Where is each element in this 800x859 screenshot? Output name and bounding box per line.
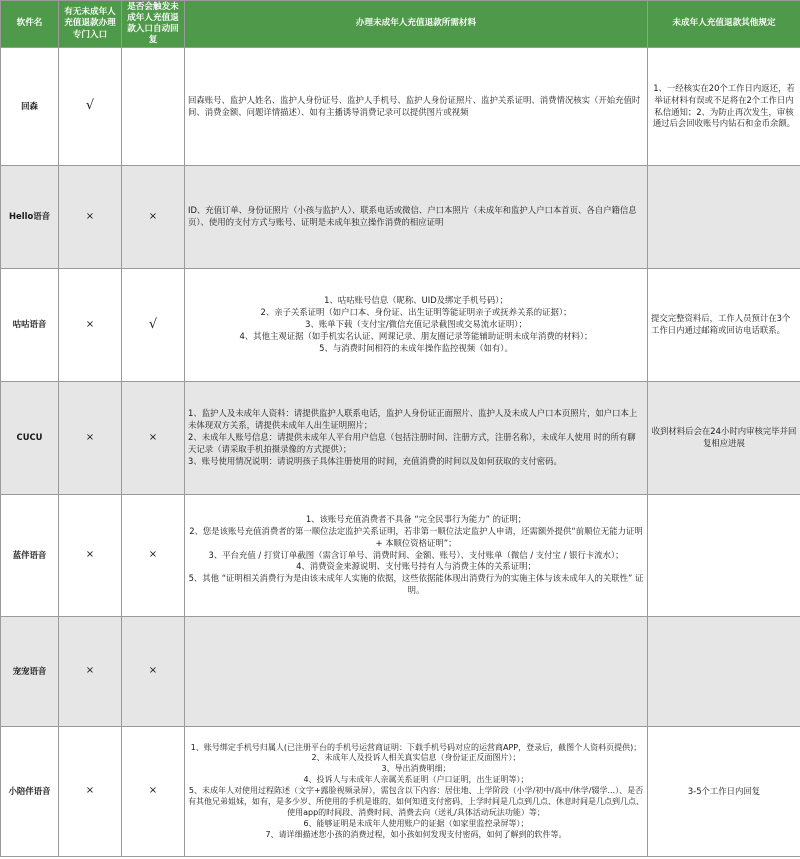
materials-line: 5、其他 “证明相关消费行为是由该未成年人实施的依据，这些依据能体现出消费行为的实施主体与该未成年人的关联性” 证明。 [188, 573, 644, 596]
other-rules-cell [648, 727, 800, 857]
app-name: 咕咕语音 [1, 269, 59, 382]
materials-cell [185, 166, 648, 269]
materials-line: 1、账号绑定手机号归属人(已注册平台的手机号运营商证明：下载手机号码对应的运营商APP，登录后，截图个人资料页提供)； [190, 742, 642, 752]
auto-reply-mark: × [122, 382, 185, 495]
table-row [1, 727, 800, 857]
materials-line: 7、请详细描述您小孩的消费过程，如小孩如何发现支付密码，如何了解到的软件等。 [265, 829, 567, 839]
materials-line: 4、消费资金来源说明、支付账号持有人与消费主体的关系证明； [296, 561, 536, 572]
app-name: CUCU [1, 382, 59, 495]
materials-line: 3、账单下载（支付宝/微信充值记录截图或交易流水证明）； [305, 319, 527, 330]
materials-cell [185, 48, 648, 166]
materials-line: 2、您是该账号充值消费者的第一顺位法定监护关系证明，若非第一顺位法定监护人申请，还需额外提供“前顺位无能力证明 + 本顺位资格证明”； [189, 525, 643, 548]
materials-line: 4、投诉人与未成年人亲属关系证明（户口证明，出生证明等）； [303, 775, 529, 785]
materials-cell [185, 617, 648, 727]
app-name: 回森 [1, 48, 59, 166]
materials-line: 3、导出消费明细； [381, 764, 451, 774]
other-rules-cell [648, 382, 800, 495]
materials-line: 1、监护人及未成年人资料：请提供监护人联系电话，监护人身份证正面照片、监护人及未成人户口本页照片，如户口本上未体现双方关系，请提供未成年人出生证明照片； [188, 408, 638, 431]
other-rules-line: 提交完整资料后，工作人员预计在3个工作日内通过邮箱或回访电话联系。 [651, 313, 791, 335]
header-dedicated-entry: 有无未成年人充值退款办理专门入口 [59, 1, 122, 48]
auto-reply-mark: × [122, 727, 185, 857]
app-name: 宠宠语音 [1, 617, 59, 727]
materials-line: ID、充值订单、身份证照片（小孩与监护人）、联系电话或微信、户口本照片（未成年和监护人户口本首页、各自户籍信息页）、使用的支付方式与账号、证明是未成年独立操作消费的相应证明 [188, 205, 637, 227]
materials-line: 2、未成年人账号信息：请提供未成年人平台用户信息（包括注册时间、注册方式，注册名称），未成年人使用 时的所有聊天记录（请采取手机拍摄录像的方式提供）； [188, 432, 636, 454]
materials-line: 回森账号、监护人姓名、监护人身份证号、监护人手机号、监护人身份证照片、监护关系证明、消费情况核实（开始充值时间、消费金额、问题详情描述）、如有主播诱导消费记录可以提供图片或视频 [188, 94, 641, 117]
dedicated-entry-mark: × [59, 617, 122, 727]
materials-line: 1、该账号充值消费者不具备 “完全民事行为能力” 的证明； [305, 513, 527, 524]
header-auto-reply: 是否会触发未成年人充值退款入口自动回复 [122, 1, 185, 48]
other-rules-cell [648, 48, 800, 166]
header-row [1, 1, 800, 48]
other-rules-line: 3-5个工作日内回复 [687, 785, 761, 796]
other-rules-line: 收到材料后会在24小时内审核完毕并回复相应进展 [651, 426, 797, 448]
table-row [1, 269, 800, 382]
other-rules-cell [648, 269, 800, 382]
dedicated-entry-mark: × [59, 269, 122, 382]
table-row [1, 617, 800, 727]
materials-cell [185, 269, 648, 382]
table-row [1, 166, 800, 269]
table-row [1, 48, 800, 166]
materials-line: 6、能够证明是未成年人使用账户的证据（如家里监控录屏等）； [303, 818, 529, 828]
materials-cell [185, 495, 648, 617]
materials-line: 1、咕咕账号信息（昵称、UID及绑定手机号码）； [324, 295, 508, 306]
dedicated-entry-mark: × [59, 382, 122, 495]
other-rules-cell [648, 166, 800, 269]
auto-reply-mark: × [122, 617, 185, 727]
auto-reply-mark: × [122, 495, 185, 617]
table-row [1, 495, 800, 617]
other-rules-cell [648, 617, 800, 727]
materials-line: 2、未成年人及投诉人相关真实信息（身份证正反面图片）； [311, 753, 521, 763]
auto-reply-mark: × [122, 166, 185, 269]
header-materials: 办理未成年人充值退款所需材料 [185, 1, 648, 48]
dedicated-entry-mark: × [59, 495, 122, 617]
other-rules-line: 1、一经核实在20个工作日内返还，若举证材料有误或不足将在2个工作日内私信通知；2、为防止再次发生，审核通过后会回收账号内钻石和金币余额。 [652, 82, 796, 129]
dedicated-entry-mark: × [59, 166, 122, 269]
materials-line: 5、与消费时间相符的未成年操作监控视频（如有）。 [319, 342, 513, 353]
app-name: 蓝伴语音 [1, 495, 59, 617]
app-name: 小陪伴语音 [1, 727, 59, 857]
dedicated-entry-mark: √ [59, 48, 122, 166]
other-rules-cell [648, 495, 800, 617]
app-name: Hello语音 [1, 166, 59, 269]
materials-line: 3、平台充值 / 打赏订单截图（需含订单号、消费时间、金额、账号）、支付账单（微信 / 支付宝 / 银行卡流水）； [208, 549, 624, 560]
table-row [1, 382, 800, 495]
materials-line: 4、其他主观证据（如手机实名认证、网课记录、朋友圈记录等能辅助证明未成年消费的材料）； [239, 330, 593, 341]
dedicated-entry-mark: × [59, 727, 122, 857]
header-other-rules: 未成年人充值退款其他规定 [648, 1, 800, 48]
materials-line: 5、未成年人对使用过程陈述（文字+露脸视频录屏），需包含以下内容：居住地、上学阶段（小学/初中/高中/休学/辍学...）、是否有其他兄弟姐妹，如有，是多少岁、所使用的手机是谁的、如何知道支付密码、上学时间是几点到几点、休息时间是几点到几点、使用app的时间段、消费时间、消费去向（送礼/具体活动玩法功能）等； [188, 786, 644, 817]
materials-line: 3、账号使用情况说明：请说明孩子具体注册使用的时间，充值消费的时间以及如何获取的支付密码。 [188, 455, 562, 466]
auto-reply-mark [122, 48, 185, 166]
header-app-name: 软件名 [1, 1, 59, 48]
materials-cell [185, 727, 648, 857]
auto-reply-mark: √ [122, 269, 185, 382]
materials-line: 2、亲子关系证明（如户口本、身份证、出生证明等能证明亲子或抚养关系的证据）； [260, 307, 572, 318]
materials-cell [185, 382, 648, 495]
